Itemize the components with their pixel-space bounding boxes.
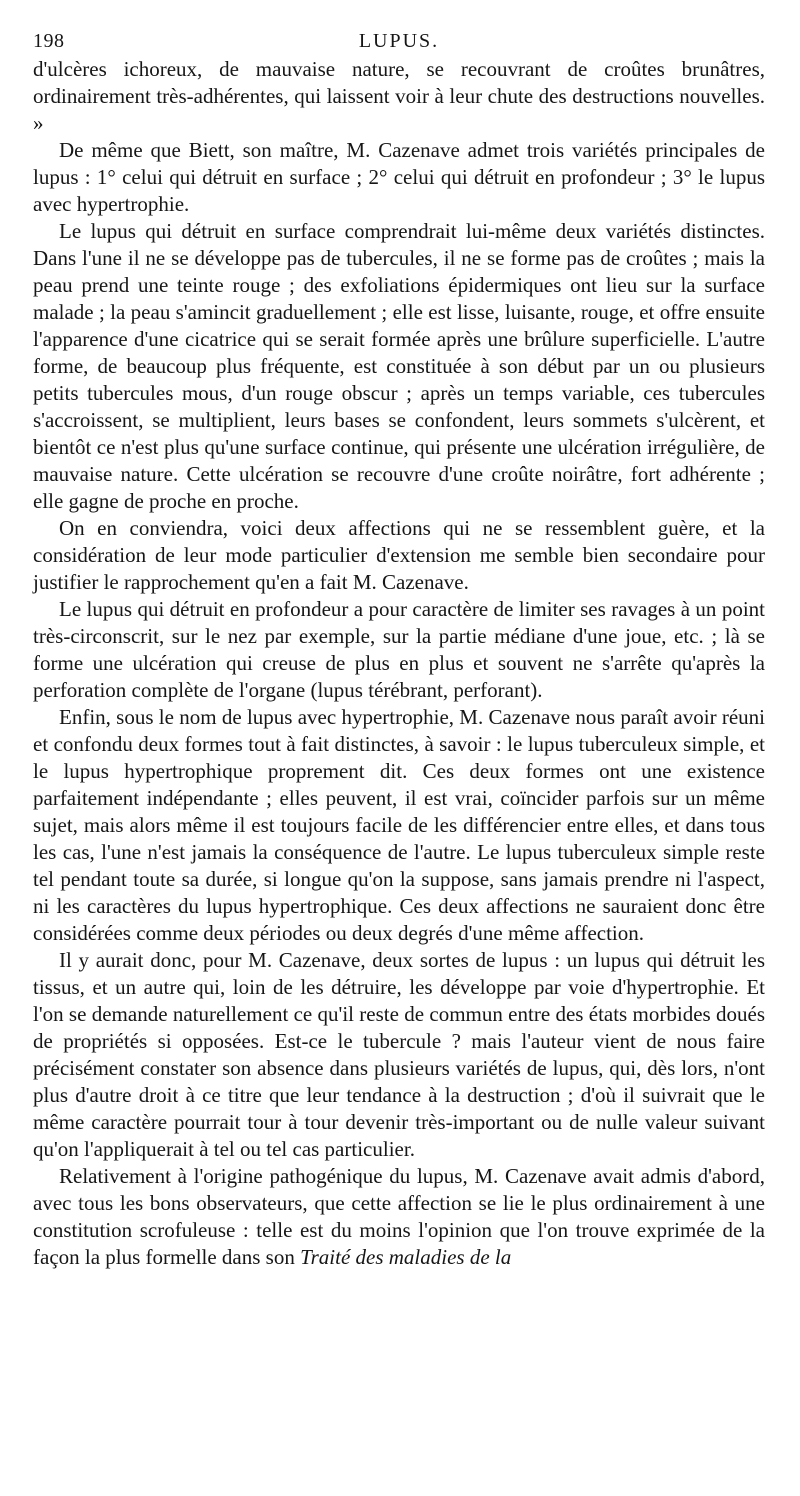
paragraph-hypertrophy: Enfin, sous le nom de lupus avec hypertrophie, M. Cazenave nous paraît avoir réuni et confondu deux formes tout à fait distinctes, à savoir : le lupus tuberculeux simple, et le lupus hypertrophique proprement dit. Ces deux formes ont une existence parfaitement indépendante ; elles peuvent, il est vrai, coïncider parfois sur un même sujet, mais alors même il est toujours facile de les différencier entre elles, et dans tous les cas, l'une n'est jamais la conséquence de l'autre. Le lupus tuberculeux simple reste tel pendant toute sa durée, si longue qu'on la suppose, sans jamais prendre ni l'aspect, ni les caractères du lupus hypertrophique. Ces deux affections ne sauraient donc être considérées comme deux périodes ou deux degrés d'une même affection.: [33, 705, 765, 945]
paragraph-varieties: De même que Biett, son maître, M. Cazenave admet trois variétés principales de lupus : 1° celui qui détruit en surface ; 2° celui qui détruit en profondeur ; 3° le lupus avec hypertrophie.: [33, 138, 765, 216]
body-text: [33, 56, 765, 1271]
book-title-italic: Traité des maladies de la: [300, 1245, 512, 1269]
running-title: LUPUS.: [358, 30, 440, 52]
paragraph-continued: d'ulcères ichoreux, de mauvaise nature, se recouvrant de croûtes brunâtres, ordinairement très-adhérentes, qui laissent voir à leur chute des destructions nouvelles. »: [33, 57, 765, 135]
paragraph-surface-lupus: Le lupus qui détruit en surface comprendrait lui-même deux variétés distinctes. Dans l'une il ne se développe pas de tubercules, il ne se forme pas de croûtes ; mais la peau prend une teinte rouge ; des exfoliations épidermiques ont lieu sur la surface malade ; la peau s'amincit graduellement ; elle est lisse, luisante, rouge, et offre ensuite l'apparence d'une cicatrice qui se serait formée après une brûlure superficielle. L'autre forme, de beaucoup plus fréquente, est constituée à son début par un ou plusieurs petits tubercules mous, d'un rouge obscur ; après un temps variable, ces tubercules s'accroissent, se multiplient, leurs bases se confondent, leurs sommets s'ulcèrent, et bientôt ce n'est plus qu'une surface continue, qui présente une ulcération irrégulière, de mauvaise nature. Cette ulcération se recouvre d'une croûte noirâtre, fort adhérente ; elle gagne de proche en proche.: [33, 219, 765, 513]
book-page: [33, 30, 765, 1271]
paragraph-comparison: On en conviendra, voici deux affections qui ne se ressemblent guère, et la considération de leur mode particulier d'extension me semble bien secondaire pour justifier le rapprochement qu'en a fait M. Cazenave.: [33, 516, 765, 594]
paragraph-deep-lupus: Le lupus qui détruit en profondeur a pour caractère de limiter ses ravages à un point très-circonscrit, sur le nez par exemple, sur la partie médiane d'une joue, etc. ; là se forme une ulcération qui creuse de plus en plus et souvent ne s'arrête qu'après la perforation complète de l'organe (lupus térébrant, perforant).: [33, 597, 765, 702]
paragraph-two-kinds: Il y aurait donc, pour M. Cazenave, deux sortes de lupus : un lupus qui détruit les tissus, et un autre qui, loin de les détruire, les développe par voie d'hypertrophie. Et l'on se demande naturellement ce qu'il reste de commun entre des états morbides doués de propriétés si opposées. Est-ce le tubercule ? mais l'auteur vient de nous faire précisément constater son absence dans plusieurs variétés de lupus, qui, dès lors, n'ont plus d'autre droit à ce titre que leur tendance à la destruction ; d'où il suivrait que le même caractère pourrait tour à tour devenir très-important ou de nulle valeur suivant qu'on l'appliquerait à tel ou tel cas particulier.: [33, 948, 765, 1161]
page-number: 198: [33, 30, 65, 52]
running-head: [33, 30, 765, 56]
paragraph-pathogeny-text: Relativement à l'origine pathogénique du lupus, M. Cazenave avait admis d'abord, avec tous les bons observateurs, que cette affection se lie le plus ordinairement à une constitution scrofuleuse : telle est du moins l'opinion que l'on trouve exprimée de la façon la plus formelle dans son: [33, 1164, 765, 1269]
paragraph-pathogeny: [33, 1163, 765, 1271]
